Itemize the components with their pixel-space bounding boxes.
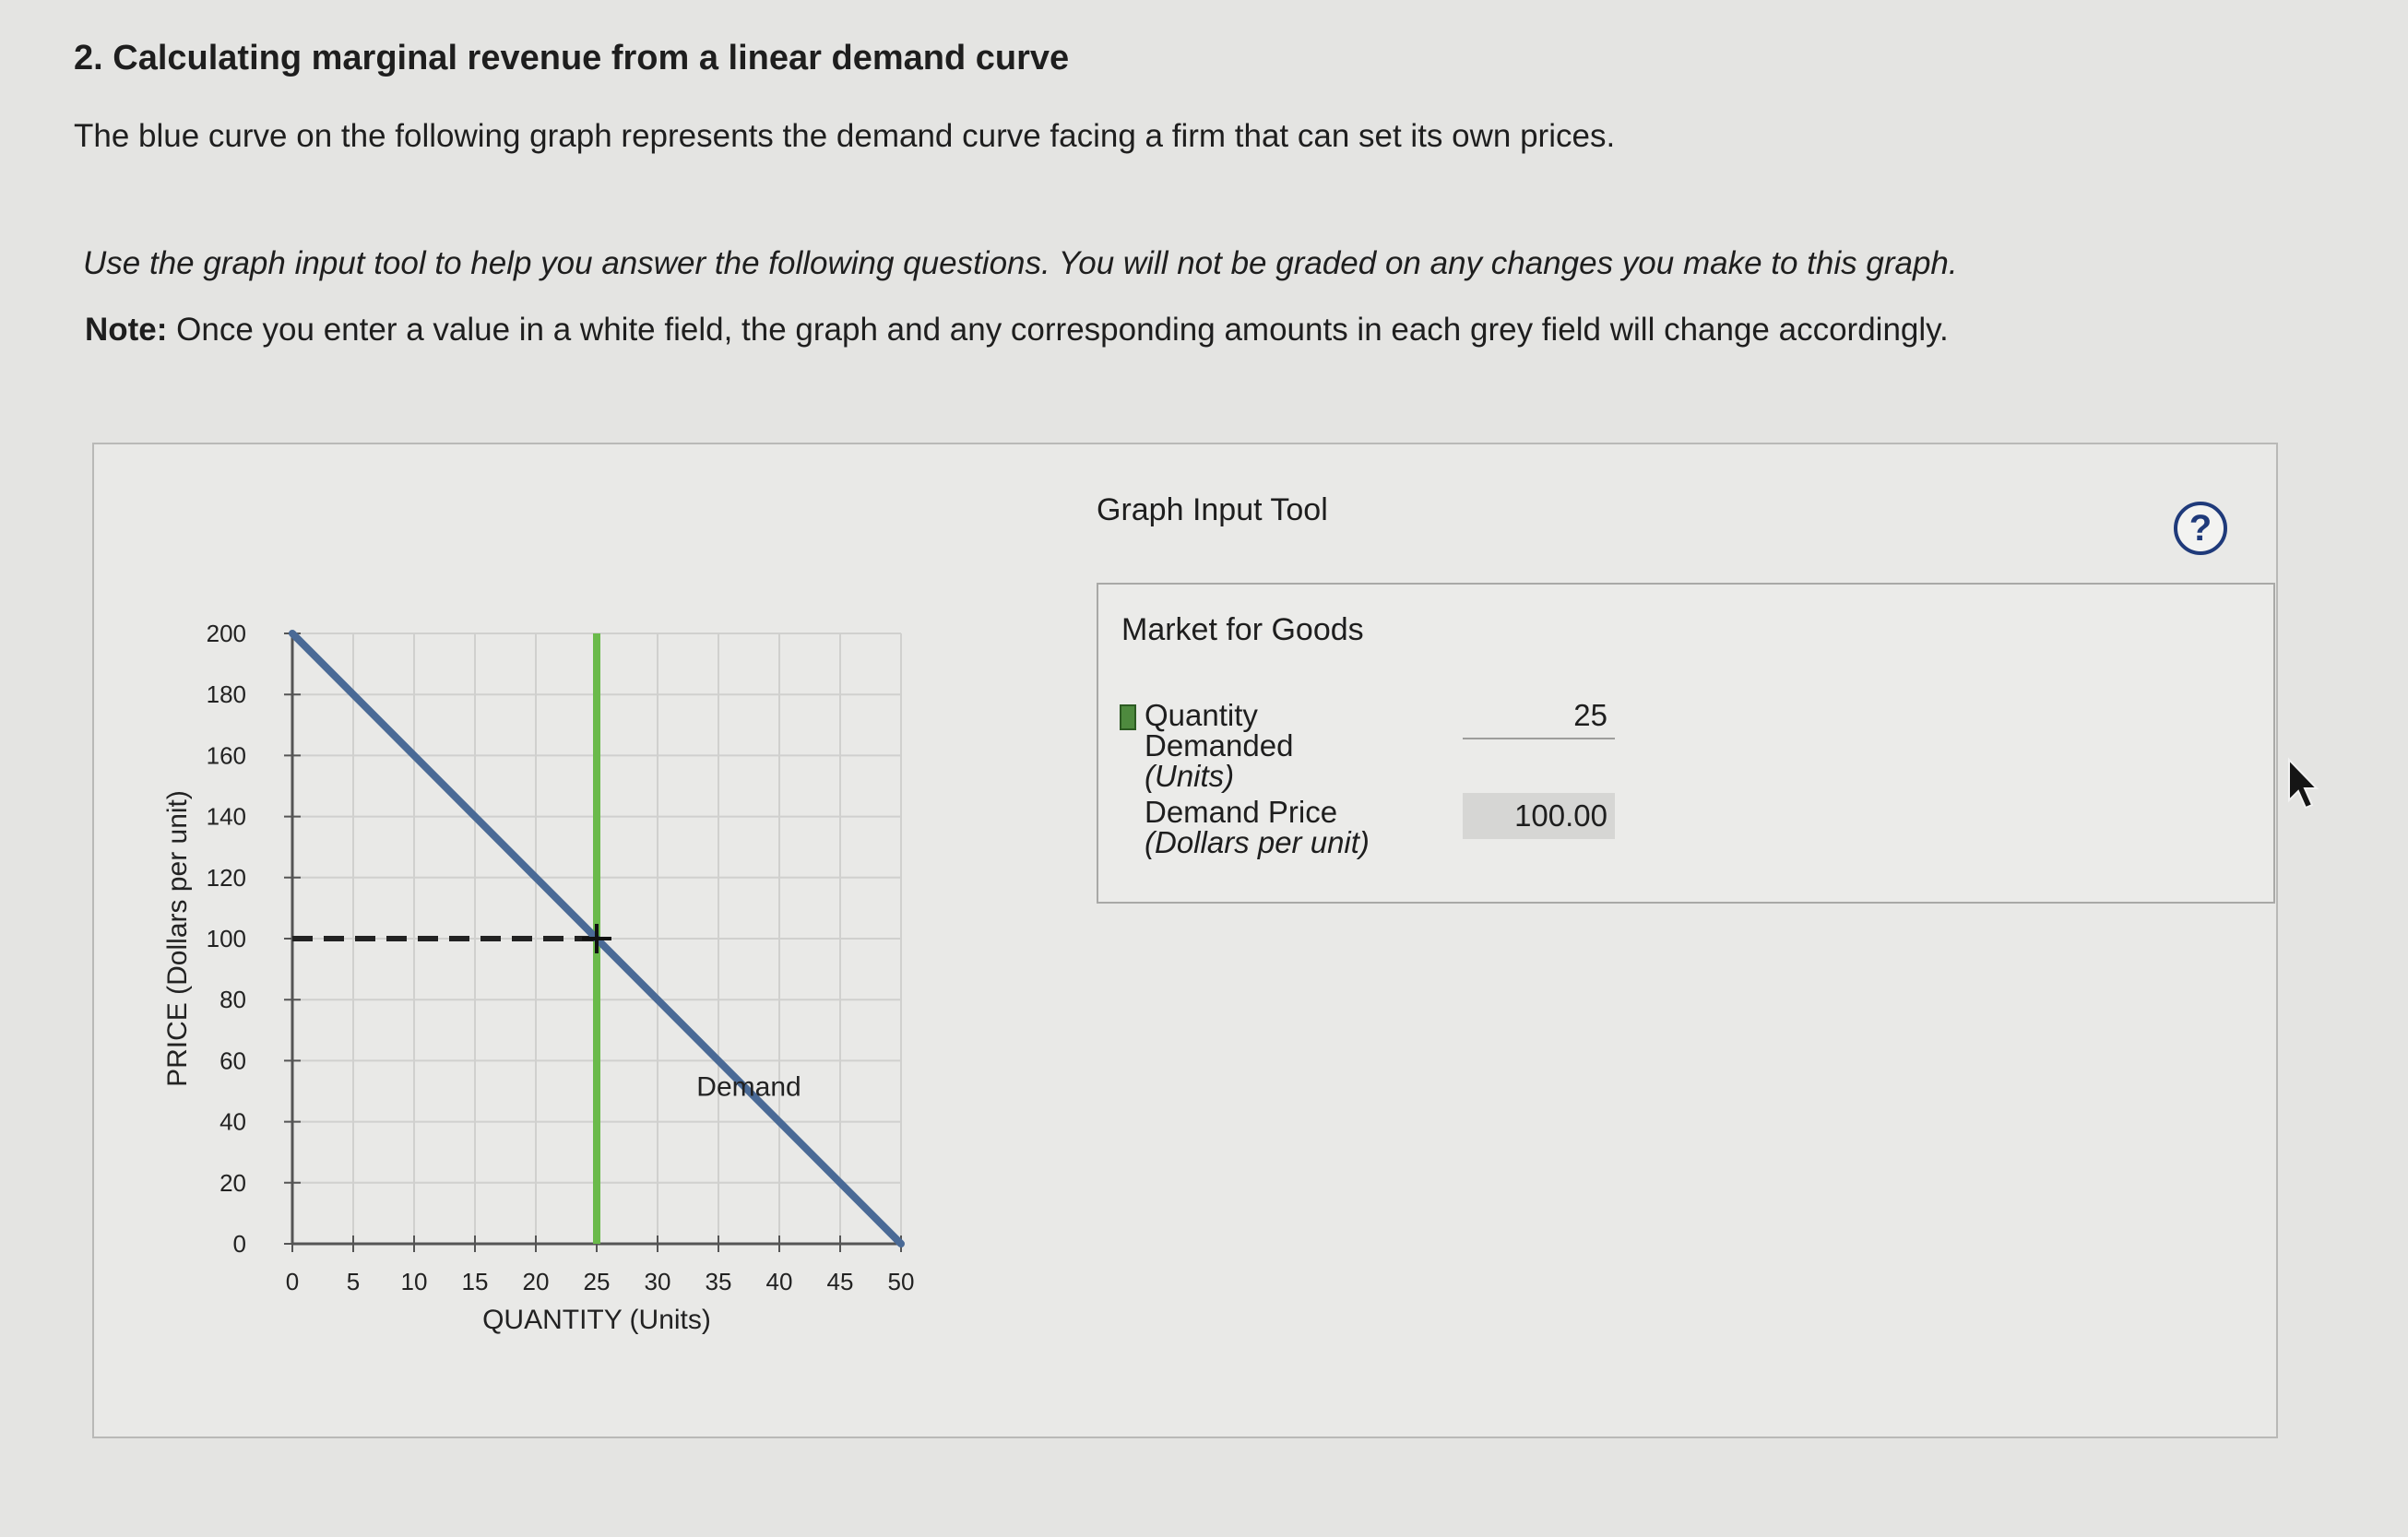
intro-text: The blue curve on the following graph represents the demand curve facing a firm that can set its own prices.	[74, 118, 1616, 154]
x-tick-label: 25	[583, 1268, 611, 1295]
x-tick-label: 15	[461, 1268, 489, 1295]
y-tick-label: 0	[232, 1230, 246, 1258]
price-label	[1145, 797, 1370, 857]
quantity-label	[1145, 700, 1293, 791]
x-tick-label: 35	[705, 1268, 732, 1295]
demand-price-field: 100.00	[1463, 793, 1615, 839]
x-axis-title: QUANTITY (Units)	[482, 1305, 711, 1335]
mouse-cursor-icon	[2285, 756, 2322, 811]
demand-chart[interactable]	[94, 444, 1090, 1366]
y-tick-label: 120	[206, 863, 246, 892]
y-axis-title: PRICE (Dollars per unit)	[162, 790, 193, 1087]
market-panel	[1097, 583, 2275, 904]
x-tick-label: 45	[826, 1268, 854, 1295]
y-tick-label: 140	[206, 802, 246, 831]
quantity-color-marker	[1120, 704, 1136, 730]
x-tick-label: 10	[400, 1268, 428, 1295]
price-label-line1: Demand Price	[1145, 795, 1338, 829]
question-icon[interactable]: ?	[2174, 502, 2227, 555]
instructions-text: Use the graph input tool to help you answer the following questions. You will not be graded on any changes you make to this graph.	[83, 245, 1958, 281]
x-tick-label: 40	[765, 1268, 793, 1295]
y-tick-label: 40	[219, 1107, 246, 1136]
x-tick-label: 50	[887, 1268, 915, 1295]
price-label-unit: (Dollars per unit)	[1145, 825, 1370, 859]
quantity-input[interactable]	[1463, 693, 1615, 739]
y-tick-label: 160	[206, 741, 246, 770]
panel-title: Market for Goods	[1121, 612, 1364, 647]
quantity-label-line2: Demanded	[1145, 728, 1294, 763]
note-body: Once you enter a value in a white field, the graph and any corresponding amounts in each grey field will change accordingly.	[167, 312, 1949, 348]
quantity-label-unit: (Units)	[1145, 759, 1235, 793]
graph-tool-title: Graph Input Tool	[1097, 492, 1328, 527]
x-tick-label: 30	[644, 1268, 671, 1295]
note-label: Note:	[85, 312, 168, 348]
quantity-label-line1: Quantity	[1145, 698, 1258, 732]
x-tick-label: 20	[522, 1268, 550, 1295]
x-tick-label: 5	[346, 1268, 361, 1295]
note-text	[85, 312, 1949, 349]
question-heading: 2. Calculating marginal revenue from a linear demand curve	[74, 39, 1070, 77]
demand-curve-label: Demand	[696, 1071, 801, 1103]
y-tick-label: 100	[206, 925, 246, 952]
y-tick-label: 180	[206, 680, 246, 709]
y-tick-label: 60	[219, 1046, 246, 1075]
y-tick-label: 80	[219, 986, 246, 1014]
graph-widget	[92, 443, 2278, 1438]
x-tick-label: 0	[285, 1268, 300, 1295]
y-tick-label: 200	[206, 620, 246, 647]
y-tick-label: 20	[219, 1168, 246, 1197]
